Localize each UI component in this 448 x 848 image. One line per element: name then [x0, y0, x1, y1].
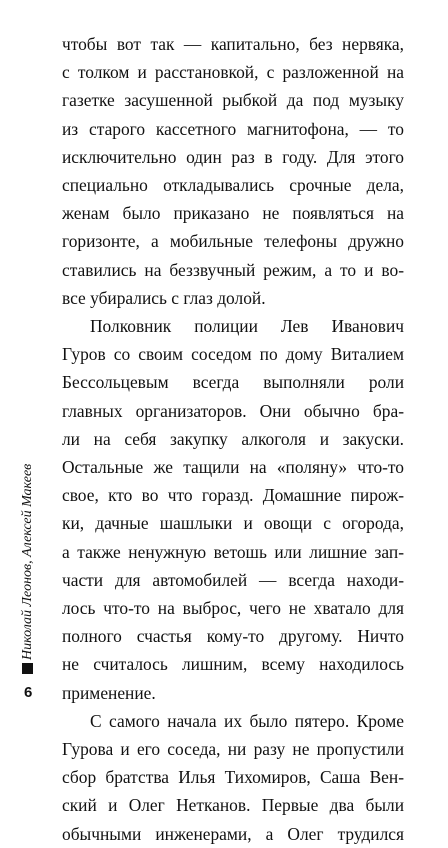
text-line: С самого начала их было пятеро. Кроме — [90, 710, 404, 731]
text-line: сбор братства Илья Тихомиров, Саша Вен- — [62, 767, 404, 788]
text-line: ки, дачные шашлыки и овощи с огорода, — [62, 513, 404, 534]
text-line: Бессольцевым всегда выполняли роли — [62, 372, 404, 393]
text-line: не считалось лишним, всему находилось — [62, 654, 404, 675]
text-line: Гуров со своим соседом по дому Виталием — [62, 344, 404, 365]
page-number: 6 — [24, 684, 33, 701]
page-body-text — [62, 30, 404, 848]
text-line: применение. — [62, 682, 156, 703]
text-line: все убирались с глаз долой. — [62, 287, 266, 308]
page-marker-square — [22, 663, 33, 674]
text-line: газетке засушенной рыбкой да под музыку — [62, 90, 404, 111]
paragraph-2 — [62, 312, 404, 707]
text-line: полного счастья кому-то другому. Ничто — [62, 626, 404, 647]
paragraph-1 — [62, 30, 404, 312]
text-line: из старого кассетного магнитофона, — то — [62, 118, 404, 139]
paragraph-3 — [62, 707, 404, 848]
text-line: ский и Олег Нетканов. Первые два были — [62, 795, 404, 816]
text-line: специально откладывались срочные дела, — [62, 175, 404, 196]
text-line: Остальные же тащили на «поляну» что-то — [62, 457, 404, 478]
text-line: части для автомобилей — всегда находи- — [62, 569, 404, 590]
text-line: а также ненужную ветошь или лишние зап- — [62, 541, 404, 562]
text-line: женам было приказано не появляться на — [62, 203, 404, 224]
text-line: чтобы вот так — капитально, без нервяка, — [62, 34, 404, 54]
text-line: с толком и расстановкой, с разложенной на — [62, 62, 404, 83]
text-line: Гурова и его соседа, ни разу не пропустили — [62, 739, 404, 760]
text-line: горизонте, а мобильные телефоны дружно — [62, 231, 404, 252]
text-line: исключительно один раз в году. Для этого — [62, 146, 404, 167]
text-line: обычными инженерами, а Олег трудился — [62, 823, 404, 844]
text-line: главных организаторов. Они обычно бра- — [62, 400, 404, 421]
text-line: ставились на беззвучный режим, а то и во- — [62, 259, 404, 280]
text-line: ли на себя закупку алкоголя и закуски. — [62, 428, 404, 449]
text-line: Полковник полиции Лев Иванович — [90, 316, 404, 337]
text-line: свое, кто во что горазд. Домашние пирож- — [62, 485, 404, 506]
running-author-header: Николай Леонов, Алексей Макеев — [20, 463, 35, 660]
text-line: лось что-то на выброс, чего не хватало для — [62, 598, 404, 619]
